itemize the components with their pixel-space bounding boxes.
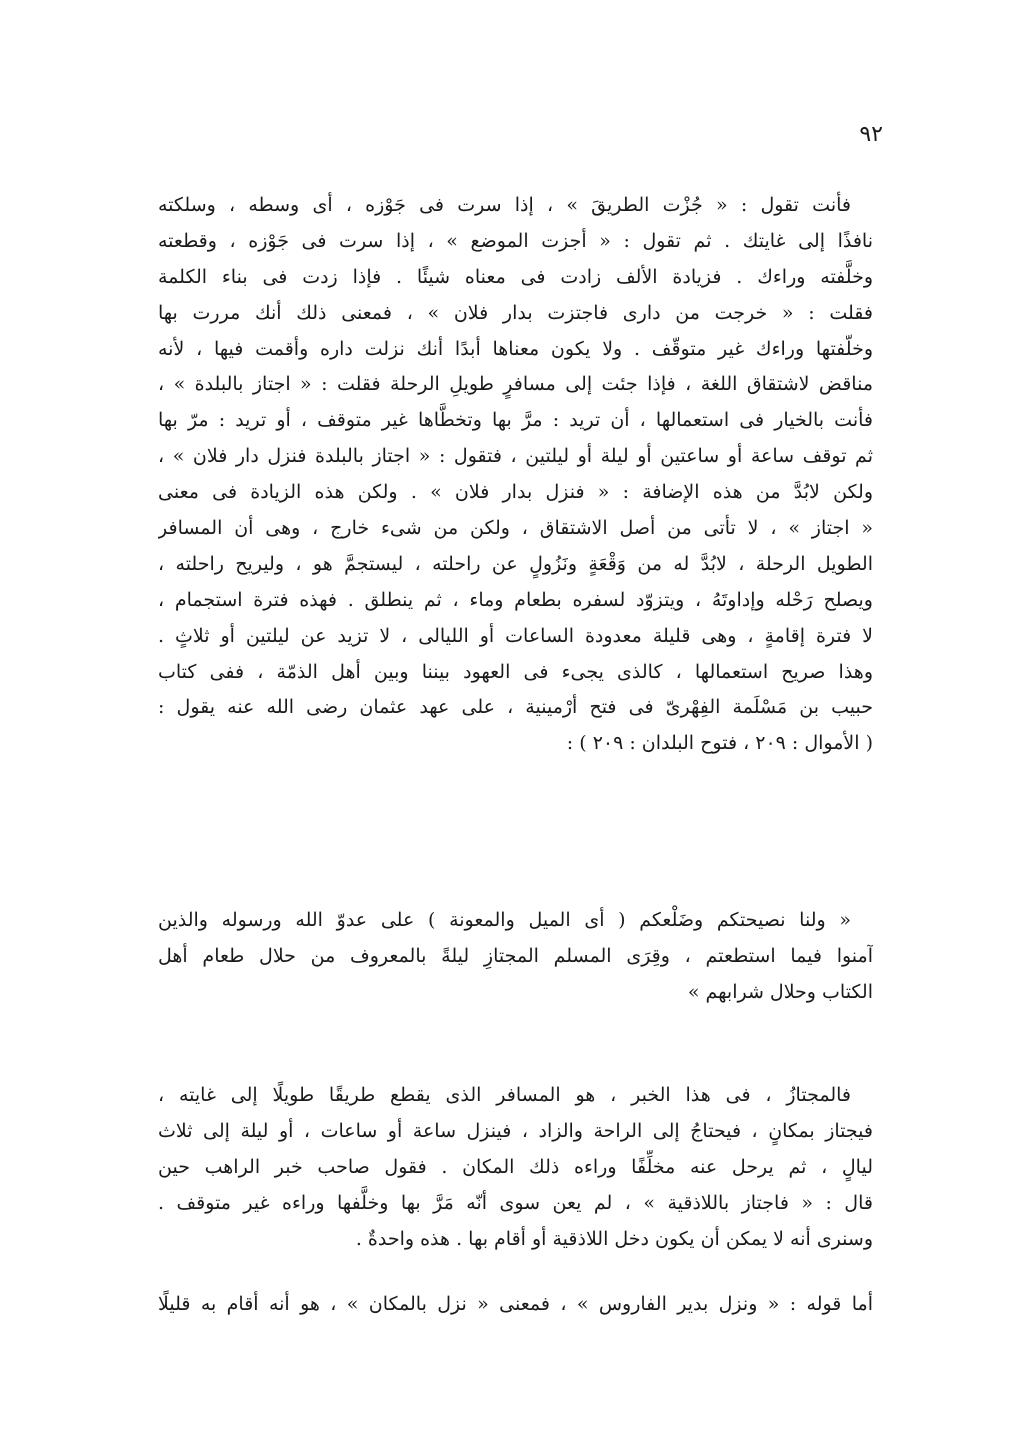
text-line: لا فترة إقامةٍ ، وهى قليلة معدودة الساعات أو الليالى ، لا تزيد عن ليلتين أو ثلاثٍ . [158, 624, 873, 647]
text-line: وخلّفتها وراءك غير متوقّف . ولا يكون معناها أبدًا أنك نزلت داره وأقمت فيها ، لأنه [158, 337, 873, 360]
text-line: ولكن لابُدَّ من هذه الإضافة : « فنزل بدار فلان » . ولكن هذه الزيادة فى معنى [158, 481, 873, 504]
page-number: ٩٢ [859, 122, 883, 147]
text-line: فيجتاز بمكانٍ ، فيحتاجُ إلى الراحة والزاد ، فينزل ساعة أو ساعات ، أو ليلة إلى ثلاث [158, 1119, 873, 1142]
text-line: الطويل الرحلة ، لابُدَّ له من وَقْعَةٍ ونَزُولٍ عن راحلته ، ليستجمَّ هو ، وليريح راحلته ، [158, 552, 873, 575]
text-line: فأنت بالخيار فى استعمالها ، أن تريد : مرَّ بها وتخطَّاها غير متوقف ، أو تريد : مرّ بها [158, 409, 873, 432]
text-line: « اجتاز » ، لا تأتى من أصل الاشتقاق ، ولكن من شىء خارج ، وهى أن المسافر [158, 517, 873, 540]
text-line: ( الأموال : ٢٠٩ ، فتوح البلدان : ٢٠٩ ) : [566, 732, 873, 755]
text-line: وخلَّفته وراءك . فزيادة الألف زادت فى معناه شيئًا . فإذا زدت فى بناء الكلمة [158, 265, 873, 288]
paragraph-3 [158, 1078, 873, 1257]
text-line: فالمجتازُ ، فى هذا الخبر ، هو المسافر الذى يقطع طريقًا طويلًا إلى غايته ، [158, 1084, 851, 1106]
text-line: آمنوا فيما استطعتم ، وقِرَى المسلم المجتازِ ليلةً بالمعروف من حلال طعام أهل [158, 944, 873, 967]
text-line: ثم توقف ساعة أو ساعتين أو ليلة أو ليلتين ، فتقول : « اجتاز بالبلدة فنزل دار فلان » ، [158, 445, 873, 468]
paragraph-2-quotation [158, 903, 873, 1011]
text-line: أما قوله : « ونزل بدير الفاروس » ، فمعنى « نزل بالمكان » ، هو أنه أقام به قليلًا [158, 1293, 873, 1315]
text-line: وسنرى أنه لا يمكن أن يكون دخل اللاذقية أو أقام بها . هذه واحدةٌ . [355, 1227, 873, 1250]
text-line: فأنت تقول : « جُزْت الطريقَ » ، إذا سرت فى جَوْزه ، أى وسطه ، وسلكته [158, 194, 851, 216]
text-line: الكتاب وحلال شرابهم » [687, 980, 873, 1003]
text-line: وهذا صريح استعمالها ، كالذى يجىء فى العهود بيننا وبين أهل الذمّة ، ففى كتاب [158, 660, 873, 683]
text-line: نافذًا إلى غايتك . ثم تقول : « أجزت الموضع » ، إذا سرت فى جَوْزه ، وقطعته [158, 229, 873, 252]
text-line: حبيب بن مَسْلَمة الفِهْرىّ فى فتح أرْمينية ، على عهد عثمان رضى الله عنه يقول : [158, 696, 873, 719]
text-line: « ولنا نصيحتكم وضَلْعكم ( أى الميل والمعونة ) على عدوّ الله ورسوله والذين [158, 909, 851, 931]
paragraph-1 [158, 188, 873, 762]
text-line: ويصلح رَحْله وإداوتَهُ ، ويتزوّد لسفره بطعام وماء ، ثم ينطلق . فهذه فترة استجمام ، [158, 588, 873, 611]
text-line: مناقض لاشتقاق اللغة ، فإذا جئت إلى مسافرٍ طويلِ الرحلة فقلت : « اجتاز بالبلدة » ، [158, 373, 873, 396]
paragraph-4 [158, 1287, 873, 1323]
text-line: فقلت : « خرجت من دارى فاجتزت بدار فلان » ، فمعنى ذلك أنك مررت بها [158, 301, 873, 324]
text-line: قال : « فاجتاز باللاذقية » ، لم يعن سوى أنّه مَرَّ بها وخلَّفها وراءه غير متوقف . [158, 1191, 873, 1214]
text-line: ليالٍ ، ثم يرحل عنه مخلِّفًا وراءه ذلك المكان . فقول صاحب خبر الراهب حين [158, 1155, 873, 1178]
